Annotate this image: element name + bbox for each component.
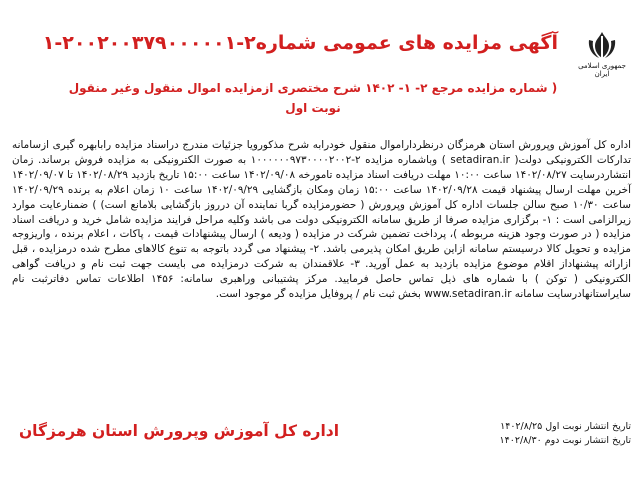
subtitle [53,78,573,118]
organization-name: اداره کل آموزش وپرورش استان هرمزگان [18,422,340,440]
page-title: آگهی مزایده های عمومی شماره۲-۲۰۰۲۰۰۳۷۹۰۰۰۰۰۱-۱ [42,32,558,54]
emblem-caption: جمهوری اسلامی ایران [578,62,626,78]
date-first-publication: تاریخ انتشار نوبت اول ۱۴۰۲/۸/۲۵ [500,421,631,432]
emblem [571,30,633,78]
date-second-publication: تاریخ انتشار نوبت دوم ۱۴۰۲/۸/۳۰ [499,435,631,446]
iran-emblem-icon [585,30,619,60]
notice-body: اداره کل آموزش وپرورش استان هرمزگان درنظرداراموال منقول خودرابه شرح مذکورویا جزئیات مندرج دراسناد مزایده رابابهره گیری ازسامانه تدارکات الکترونیکی دولت( setadiran.ir ) وباشماره مزایده ۲-۱۰۰۰۰۰۰۹۷۳۰۰۰۰۲۰۰۲ به صورت الکترونیکی به مزایده فروش برساند. زمان انتشاردرسایت ۱۴۰۲/۰۸/۲۷ ساعت ۱۰:۰۰ مهلت دریافت اسناد مزایده تامورخه ۱۴۰۲/۰۹/۰۸ ساعت ۱۵:۰۰ تاریخ بازدید ۱۴۰۲/۰۸/۲۹ تا ۱۴۰۲/۰۹/۰۷ آخرین مهلت ارسال پیشنهاد قیمت ۱۴۰۲/۰۹/۲۸ ساعت ۱۵:۰۰ زمان ومکان بازگشایی ۱۴۰۲/۰۹/۲۹ ساعت ۱۰ زمان اعلام به برنده ۱۴۰۲/۰۹/۲۹ ساعت ۱۰/۳۰ صبح سالن جلسات اداره کل آموزش وپرورش ( حضورمزایده گربا نماینده آن درروز بازگشایی بلامانع است) ) ضمنارعایت موارد زیرالزامی است : ۱- برگزاری مزایده صرفا از طریق سامانه الکترونیکی دولت می باشد وکلیه مراحل فرایند مزایده شامل خرید و دریافت اسناد مزایده ( در صورت وجود هزینه مربوطه )، پرداخت تضمین شرکت در مزایده ( ودیعه ) ارسال پیشنهادات قیمت ، پاکات ، اعلام برنده ، واریزوجه مزایده و تحویل کالا درسیستم سامانه ازاین طریق امکان پذیرمی باشد. ۲- پیشنهاد می گردد باتوجه به تنوع کالاهای مطرح شده درمزایده ، قبل ازارائه پیشنهاداز اقلام موضوع مزایده بازدید به عمل آورید. ۳- علاقمندان به شرکت درمزایده می بایست جهت ثبت نام و دریافت گواهی الکترونیکی ( توکن ) با شماره های ذیل تماس حاصل فرمایید. مرکز پشتیبانی وراهبری سامانه: ۱۴۵۶ اطلاعات تماس دفاترثبت نام سایراستانهادرسایت سامانه www.setadiran.ir بخش ثبت نام / پروفایل مزایده گر موجود است. [12,139,631,301]
publish-dates [371,420,631,448]
subtitle-line-1: ( شماره مزایده مرجع ۲- ۱- ۱۴۰۲ شرح مختصری ازمزایده اموال منقول وغیر منقول [68,81,558,95]
subtitle-line-2: نوبت اول [285,101,341,115]
